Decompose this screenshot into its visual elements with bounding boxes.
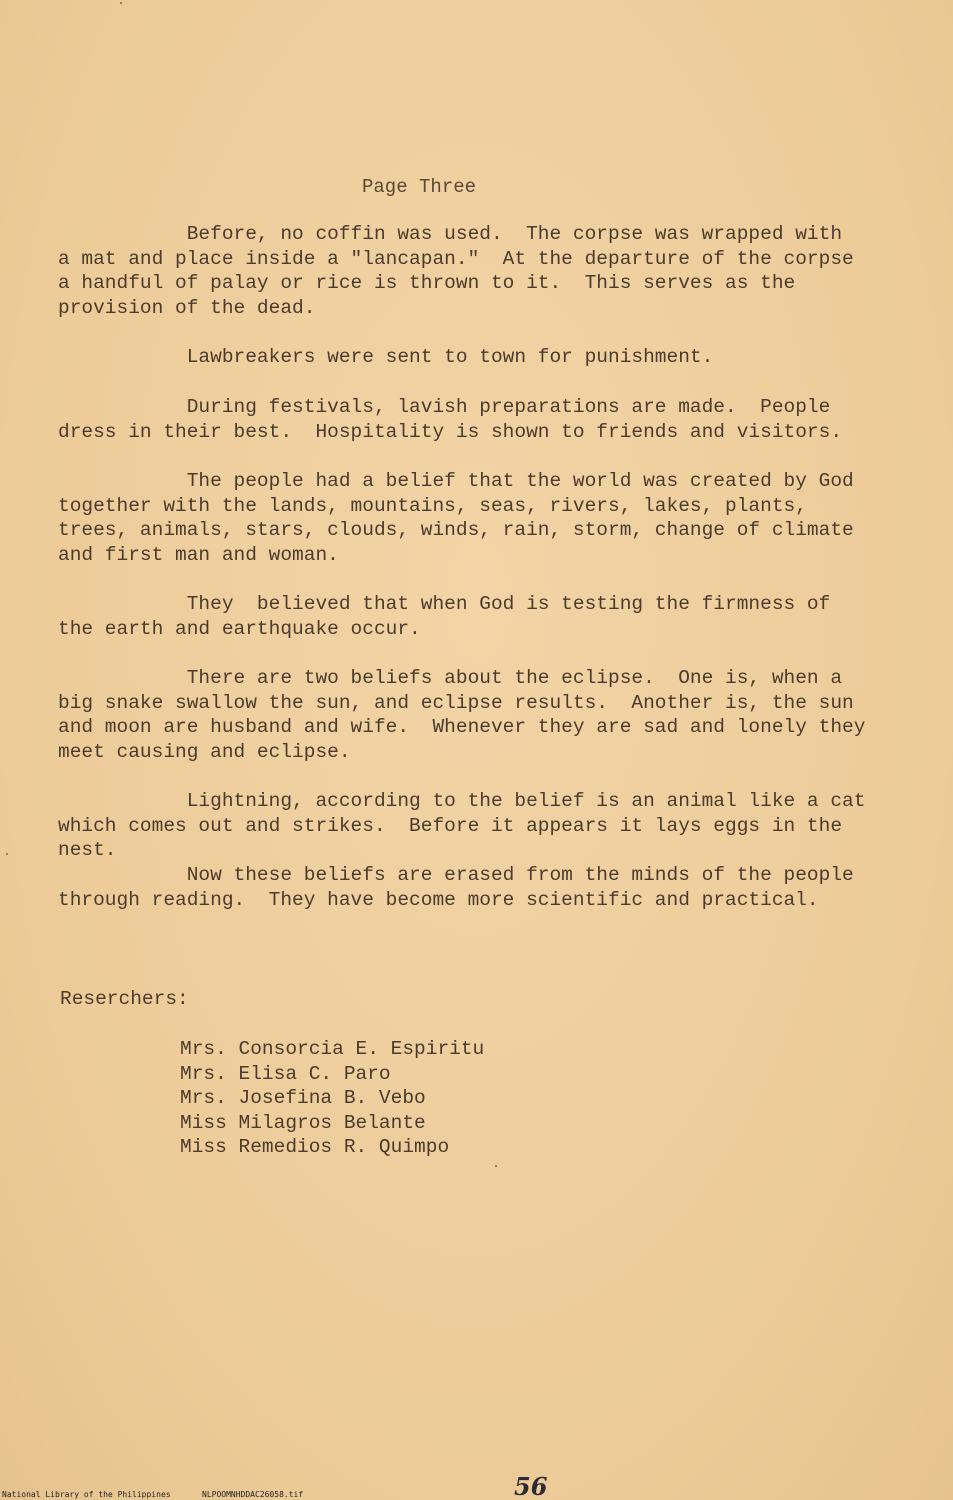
researcher-name: Mrs. Elisa C. Paro <box>180 1062 391 1085</box>
paper-speck <box>495 1165 497 1167</box>
paragraph-earthquake: They believed that when God is testing the firmness of the earth and earthquake occur. <box>58 593 831 640</box>
footer-filename: NLPOOMNHDDAC26058.tif <box>202 1490 304 1499</box>
paragraph-lawbreakers: Lawbreakers were sent to town for punishment. <box>58 346 714 368</box>
page-number: 56 <box>514 1472 548 1500</box>
researcher-name: Mrs. Consorcia E. Espiritu <box>180 1038 485 1060</box>
paragraph-eclipse: There are two beliefs about the eclipse. One is, when a big snake swallow the sun, and eclipse results. Another is, the sun and moon are husband and wife. Whenever they are sad and lonely they meet causing and eclipse. <box>58 667 866 764</box>
researcher-list <box>180 1037 484 1160</box>
paper-speck <box>6 853 8 855</box>
researcher-name: Miss Milagros Belante <box>180 1111 426 1134</box>
researchers-label: Reserchers: <box>60 988 189 1010</box>
paper-speck <box>120 2 122 4</box>
footer-library: National Library of the Philippines <box>2 1490 171 1499</box>
researcher-name: Miss Remedios R. Quimpo <box>180 1136 450 1159</box>
paragraph-festivals: During festivals, lavish preparations are made. People dress in their best. Hospitality is shown to friends and visitors. <box>58 396 843 443</box>
paragraph-lightning: Lightning, according to the belief is an animal like a cat which comes out and strikes. Before it appears it lays eggs in the nest. Now these beliefs are erased from the minds of the people through reading. They have become more scientific and practical. <box>58 790 866 911</box>
paragraph-creation: The people had a belief that the world was created by God together with the lands, mountains, seas, rivers, lakes, plants, trees, animals, stars, clouds, winds, rain, storm, change of climate and first man and woman. <box>58 470 854 567</box>
paragraph-burial: Before, no coffin was used. The corpse was wrapped with a mat and place inside a "lancapan." At the departure of the corpse a handful of palay or rice is thrown to it. This serves as the provision of the dead. <box>58 223 854 320</box>
page-heading: Page Three <box>362 176 477 198</box>
researcher-name: Mrs. Josefina B. Vebo <box>180 1087 426 1110</box>
